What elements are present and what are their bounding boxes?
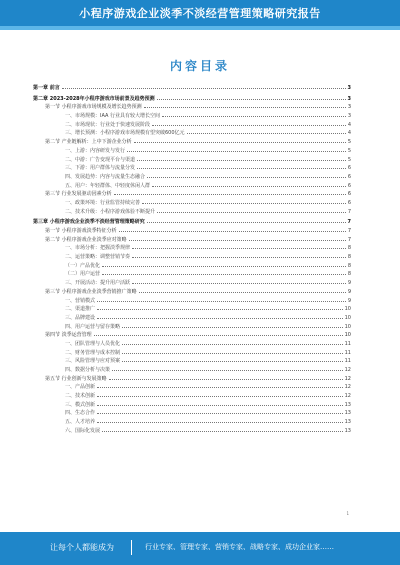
toc-entry[interactable] (33, 340, 351, 349)
toc-entry-label: 一、市场分析：把握淡季规律 (65, 245, 131, 252)
toc-entry-label: 三、模式创新 (65, 401, 96, 408)
toc-leader-dots (157, 208, 346, 213)
toc-entry-label: 一、上游：内容研发与发行 (65, 147, 126, 154)
toc-entry-label: 四、用户运营与留存策略 (65, 323, 121, 330)
toc-entry-page: 6 (347, 182, 351, 189)
toc-entry-label: 第三节 行业发展驱动因素分析 (45, 191, 112, 198)
toc-entry-label: 四、发展趋势：内容与流量生态融合 (65, 173, 146, 180)
toc-entry[interactable] (33, 418, 351, 427)
toc-entry[interactable] (33, 297, 351, 306)
toc-entry[interactable] (33, 182, 351, 191)
toc-entry[interactable] (33, 262, 351, 271)
toc-entry[interactable] (33, 253, 351, 262)
page-number: 1 (346, 511, 349, 516)
toc-entry-page: 13 (344, 427, 351, 434)
toc-entry-page: 3 (347, 95, 351, 102)
toc-entry-page: 6 (347, 173, 351, 180)
toc-entry-page: 11 (344, 358, 351, 365)
toc-entry-page: 7 (347, 236, 351, 243)
toc-leader-dots (102, 427, 343, 432)
header-band (0, 0, 400, 30)
toc-entry-page: 3 (347, 85, 351, 91)
toc-entry-label: 第二章 2023-2028年小程序游戏市场前景及趋势预测 (33, 95, 155, 102)
toc-leader-dots (147, 173, 346, 178)
toc-leader-dots (157, 95, 346, 100)
toc-leader-dots (97, 409, 343, 414)
toc-leader-dots (97, 297, 346, 302)
toc-entry-page: 5 (347, 139, 351, 146)
toc-entry[interactable] (33, 112, 351, 121)
toc-entry[interactable] (33, 156, 351, 165)
toc-entry[interactable] (33, 279, 351, 288)
toc-entry-page: 5 (347, 147, 351, 154)
toc-entry-label: 第四节 淡季运营管理 (45, 332, 92, 339)
toc-entry[interactable] (33, 331, 351, 340)
toc-leader-dots (97, 305, 343, 310)
toc-leader-dots (187, 129, 346, 134)
toc-entry[interactable] (33, 392, 351, 401)
toc-entry[interactable] (33, 236, 351, 245)
toc-entry-label: 二、技术创新 (65, 393, 96, 400)
toc-entry-page: 8 (347, 271, 351, 278)
toc-entry-page: 10 (344, 306, 351, 313)
toc-entry[interactable] (33, 164, 351, 173)
toc-leader-dots (129, 236, 346, 241)
toc-entry-page: 13 (344, 419, 351, 426)
toc-entry-label: 第二节 产业链解析：上中下游企业分析 (45, 139, 132, 146)
toc-entry[interactable] (33, 357, 351, 366)
toc-leader-dots (132, 253, 346, 258)
toc-entry[interactable] (33, 305, 351, 314)
toc-entry-page: 9 (347, 288, 351, 295)
toc-leader-dots (102, 270, 346, 275)
toc-entry-page: 7 (347, 219, 351, 226)
toc-entry-label: 二、中游：广告变现平台与渠道 (65, 156, 136, 163)
toc-entry-label: 第一节 小程序游戏淡季特征分析 (45, 228, 117, 234)
toc-entry-page: 6 (347, 191, 351, 198)
toc-entry[interactable] (33, 95, 351, 104)
toc-entry-label: 二、市场现状：行业处于快速发展阶段 (65, 121, 151, 128)
toc-entry-label: 六、国际化发展 (65, 427, 101, 434)
toc-entry-page: 11 (344, 340, 351, 347)
toc-entry-page: 4 (347, 121, 351, 128)
report-title: 小程序游戏企业淡季不淡经营管理策略研究报告 (79, 7, 321, 20)
toc-leader-dots (62, 84, 346, 89)
toc-entry-label: 二、渠道推广 (65, 306, 96, 313)
toc-entry-label: 二、运营策略：调整营销节奏 (65, 254, 131, 261)
toc-leader-dots (137, 164, 346, 169)
toc-entry-label: 一、产品创新 (65, 384, 96, 391)
toc-entry[interactable] (33, 366, 351, 375)
toc-entry[interactable] (33, 121, 351, 130)
toc-entry[interactable] (33, 383, 351, 392)
toc-entry-label: 三、增长预测：小程序游戏市场规模有望突破600亿元 (65, 130, 185, 137)
toc-entry-label: 一、营销模式 (65, 297, 96, 304)
toc-entry-page: 12 (344, 367, 351, 373)
toc-leader-dots (97, 418, 343, 423)
toc-entry-page: 3 (347, 113, 351, 120)
toc-leader-dots (152, 121, 346, 126)
toc-leader-dots (122, 349, 343, 354)
toc-entry[interactable] (33, 199, 351, 208)
toc-entry[interactable] (33, 288, 351, 297)
toc-entry-page: 10 (344, 314, 351, 321)
toc-entry-page: 8 (347, 254, 351, 261)
toc-leader-dots (97, 383, 343, 388)
table-of-contents (33, 84, 351, 436)
toc-leader-dots (119, 227, 346, 232)
toc-entry-label: 二、财务管理与成本控制 (65, 349, 121, 356)
toc-leader-dots (132, 279, 346, 284)
toc-leader-dots (102, 262, 346, 267)
toc-entry[interactable] (33, 409, 351, 418)
toc-leader-dots (97, 392, 343, 397)
toc-entry[interactable] (33, 84, 351, 93)
toc-leader-dots (97, 314, 343, 319)
toc-entry[interactable] (33, 401, 351, 410)
toc-leader-dots (122, 340, 343, 345)
toc-entry-page: 13 (344, 401, 351, 408)
toc-leader-dots (112, 366, 343, 371)
toc-entry-page: 8 (347, 262, 351, 269)
toc-leader-dots (122, 357, 343, 362)
footer-slogan-right: 行业专家、管理专家、营销专家、战略专家、成功企业家…… (145, 543, 334, 551)
toc-leader-dots (137, 156, 346, 161)
toc-entry-label: 三、下游：用户群体与流量分发 (65, 165, 136, 172)
toc-leader-dots (162, 112, 346, 117)
toc-entry-page: 10 (344, 332, 351, 339)
toc-entry-page: 10 (344, 323, 351, 330)
toc-entry-label: 第五节 行业创新与发展策略 (45, 375, 107, 382)
toc-entry-page: 7 (347, 208, 351, 215)
toc-entry-page: 9 (347, 280, 351, 287)
toc-entry[interactable] (33, 138, 351, 147)
toc-leader-dots (109, 375, 343, 380)
toc-entry[interactable] (33, 129, 351, 138)
toc-entry-label: 一、市场规模：IAA 行业具有较大增长空间 (65, 113, 161, 120)
toc-entry-page: 12 (344, 384, 351, 391)
toc-leader-dots (142, 199, 346, 204)
toc-leader-dots (122, 323, 343, 328)
toc-leader-dots (139, 288, 346, 293)
toc-leader-dots (114, 190, 346, 195)
toc-entry-page: 12 (344, 393, 351, 400)
footer-slogan-left: 让每个人都能成为 (50, 543, 114, 552)
toc-entry[interactable] (33, 218, 351, 227)
toc-leader-dots (134, 138, 346, 143)
toc-entry-label: 三、品牌建设 (65, 314, 96, 321)
toc-entry[interactable] (33, 103, 351, 112)
toc-leader-dots (127, 147, 346, 152)
toc-entry-label: 第一章 前言 (33, 85, 60, 91)
toc-entry[interactable] (33, 270, 351, 279)
toc-entry[interactable] (33, 227, 351, 236)
toc-entry-page: 9 (347, 297, 351, 304)
toc-entry[interactable] (33, 147, 351, 156)
toc-entry-label: 五、人才培养 (65, 419, 96, 426)
toc-entry-label: （二）用户运营 (65, 271, 101, 278)
toc-entry-page: 11 (344, 349, 351, 356)
toc-entry[interactable] (33, 208, 351, 217)
toc-entry-page: 5 (347, 156, 351, 163)
toc-leader-dots (97, 401, 343, 406)
toc-entry[interactable] (33, 244, 351, 253)
toc-entry-page: 6 (347, 165, 351, 172)
toc-entry-label: 三、开展活动：提升用户活跃 (65, 280, 131, 287)
toc-entry-label: 第三章 小程序游戏企业淡季不淡经营管理策略研究 (33, 219, 145, 226)
toc-entry[interactable] (33, 173, 351, 182)
toc-entry-label: 第一节 小程序游戏市场规模及增长趋势预测 (45, 104, 142, 111)
toc-entry-label: 四、数据分析与决策 (65, 367, 111, 373)
toc-leader-dots (94, 331, 343, 336)
toc-heading: 内容目录 (169, 59, 230, 73)
toc-entry-page: 4 (347, 130, 351, 137)
toc-entry-label: 四、生态合作 (65, 410, 96, 417)
toc-leader-dots (144, 103, 346, 108)
toc-entry-label: 一、团队管理与人员优化 (65, 340, 121, 347)
toc-entry-label: 第二节 小程序游戏企业淡季应对策略 (45, 236, 127, 243)
toc-entry[interactable] (33, 323, 351, 332)
toc-entry-label: 五、用户：年轻群体、中轻度休闲人群 (65, 182, 151, 189)
toc-entry-page: 7 (347, 228, 351, 234)
toc-entry-label: 一、政策环境：行业监管持续完善 (65, 199, 141, 206)
toc-entry-page: 3 (347, 104, 351, 111)
toc-entry[interactable] (33, 375, 351, 384)
footer-divider (131, 540, 132, 555)
toc-leader-dots (132, 244, 346, 249)
toc-entry-page: 8 (347, 245, 351, 252)
toc-leader-dots (147, 218, 346, 223)
toc-entry-page: 13 (344, 410, 351, 417)
toc-entry-label: 三、风险管理与应对预案 (65, 358, 121, 365)
toc-entry[interactable] (33, 314, 351, 323)
toc-entry[interactable] (33, 190, 351, 199)
toc-entry-label: （一）产品优化 (65, 262, 101, 269)
toc-entry-label: 第三节 小程序游戏企业淡季营销推广策略 (45, 288, 137, 295)
toc-entry-page: 12 (344, 375, 351, 382)
toc-entry-page: 6 (347, 199, 351, 206)
toc-leader-dots (152, 182, 346, 187)
toc-entry[interactable] (33, 349, 351, 358)
footer-band (0, 532, 400, 565)
toc-entry[interactable] (33, 427, 351, 436)
toc-entry-label: 二、技术升级：小程序游戏体验不断提升 (65, 208, 156, 215)
header-stripe (0, 26, 400, 30)
